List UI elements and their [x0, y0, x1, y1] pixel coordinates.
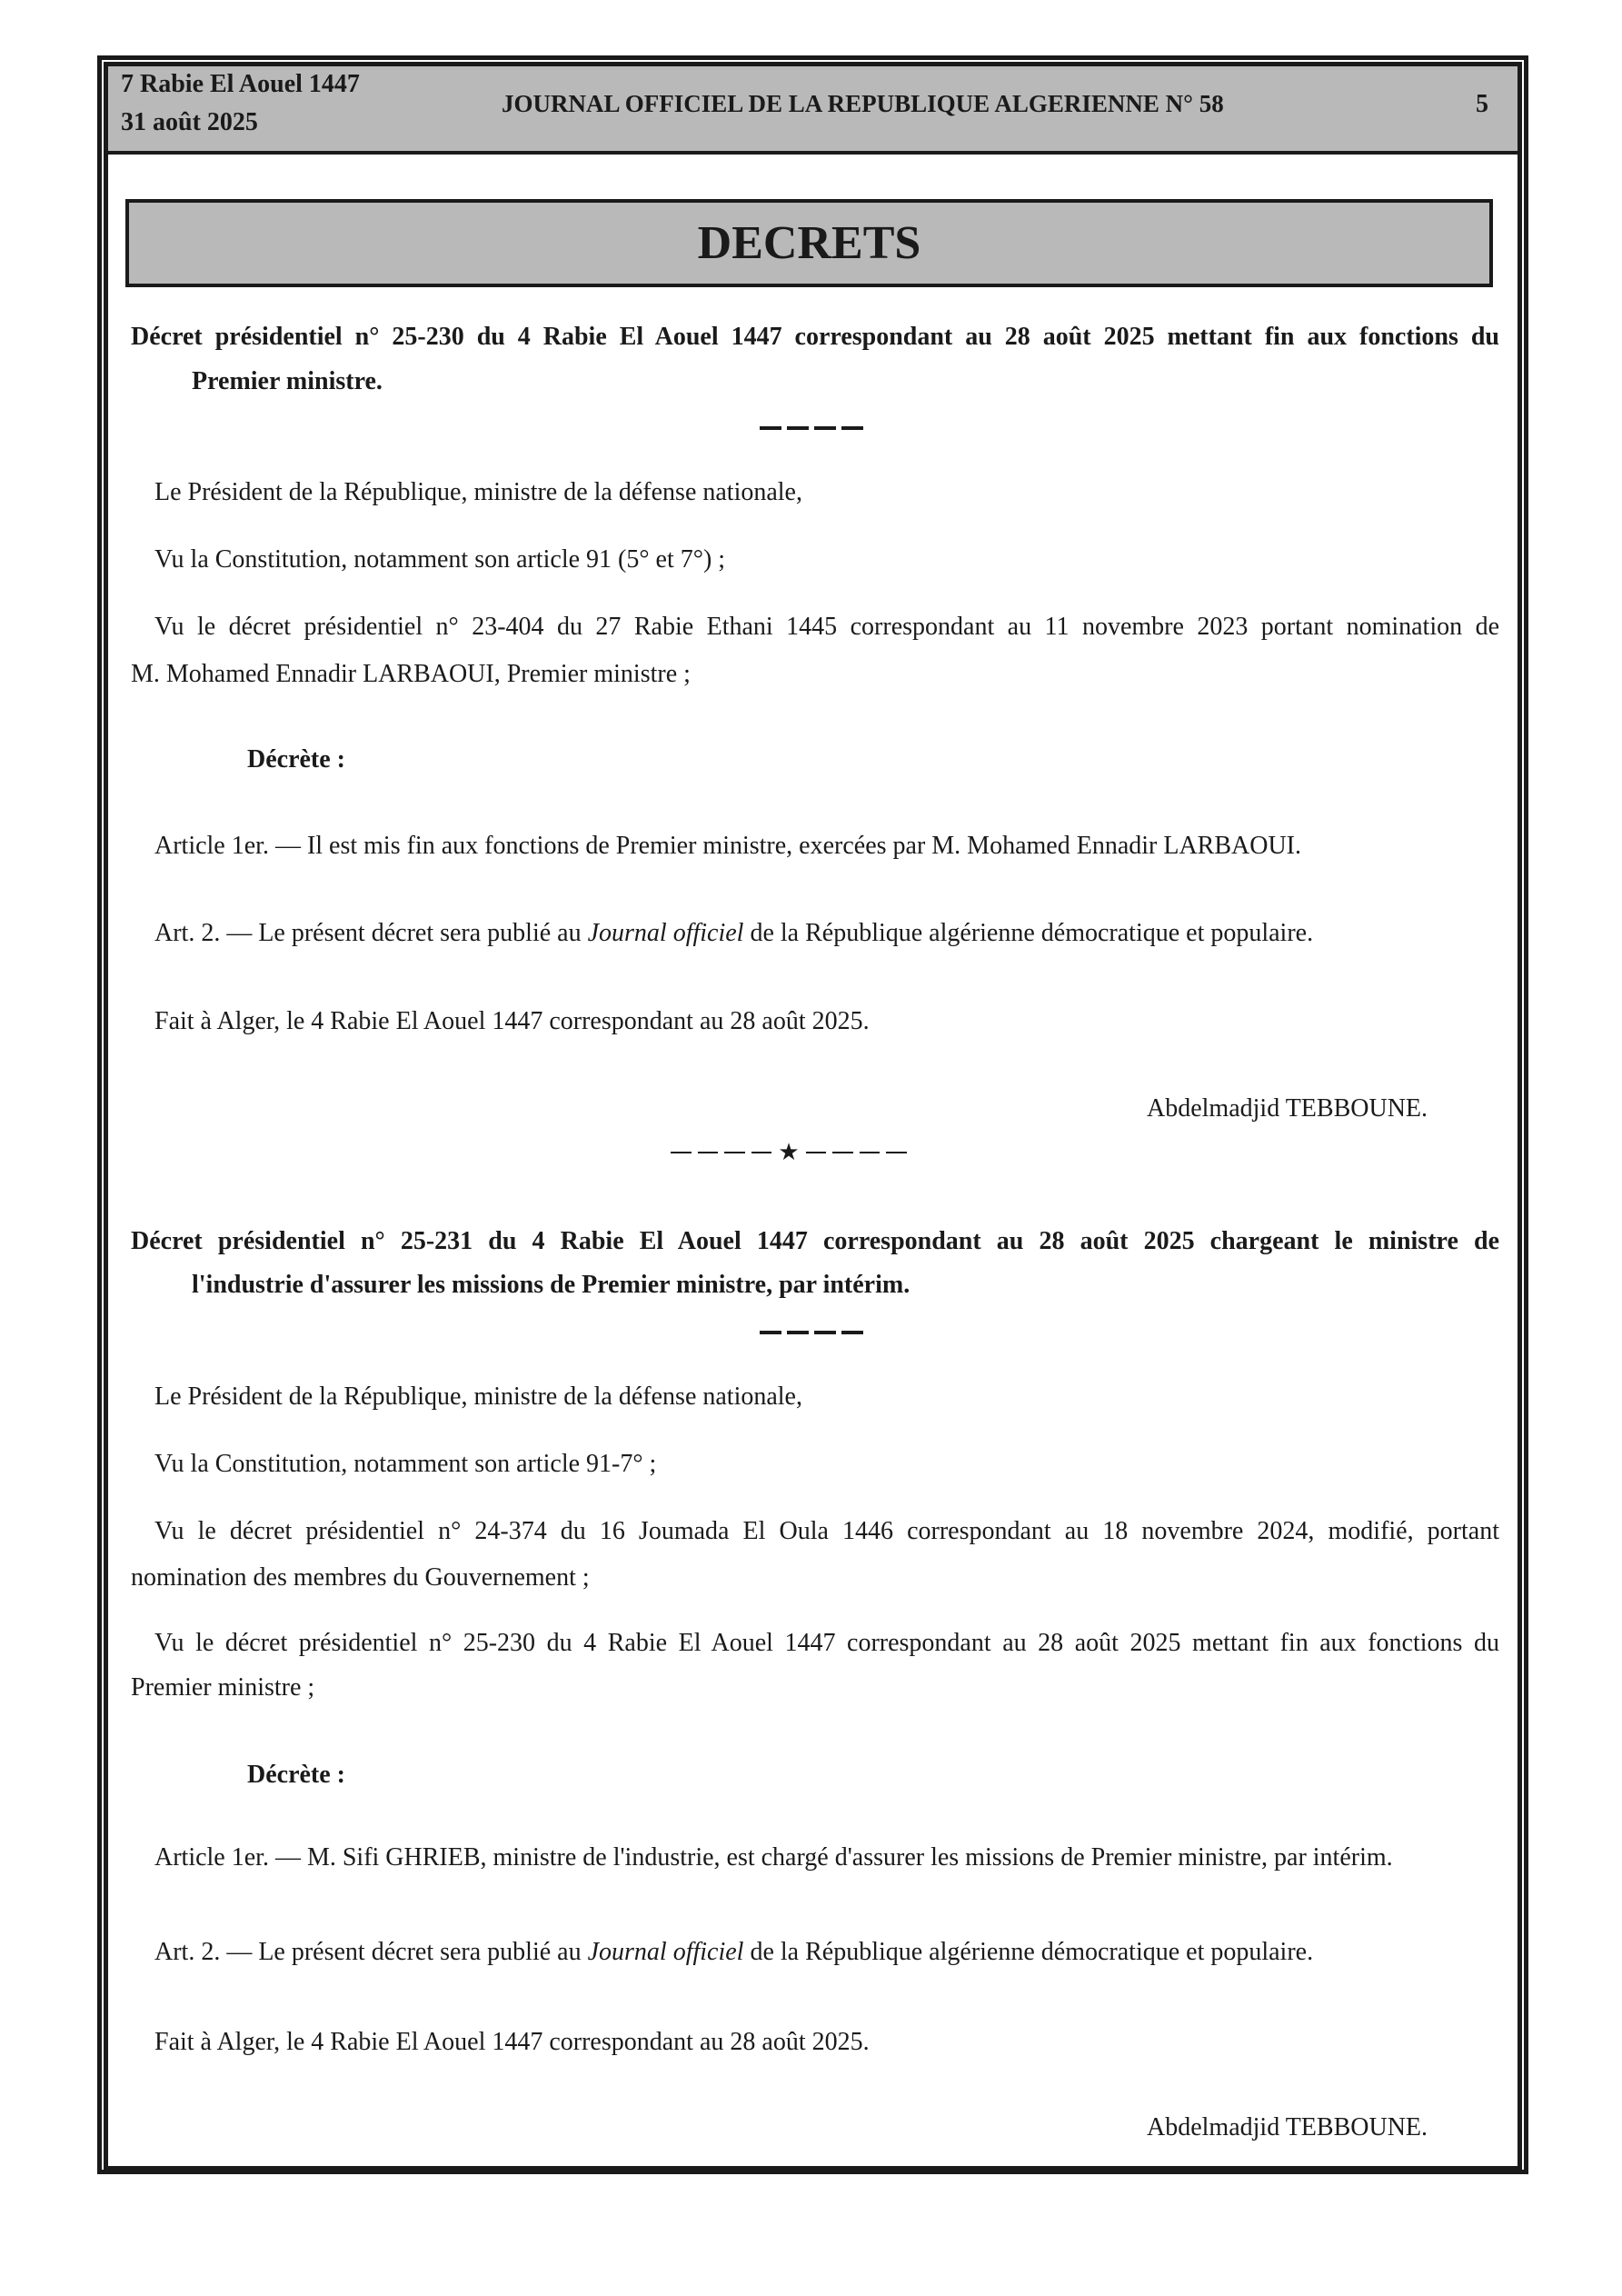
- article-2-text: Art. 2. — Le présent décret sera publié au: [154, 1938, 588, 1966]
- visa-decree-25-230-line2: Premier ministre ;: [131, 1673, 315, 1702]
- done-at: Fait à Alger, le 4 Rabie El Aouel 1447 correspondant au 28 août 2025.: [154, 2028, 870, 2056]
- decrete-heading: Décrète :: [247, 1761, 346, 1789]
- header-journal-title: JOURNAL OFFICIEL DE LA REPUBLIQUE ALGERIENNE N° 58: [502, 90, 1224, 117]
- decree-title-line1: Décret présidentiel n° 25-231 du 4 Rabie El Aouel 1447 correspondant au 28 août 2025 chargeant le ministre de: [131, 1227, 1499, 1255]
- section-title: DECRETS: [697, 216, 921, 269]
- decree-title-line1: Décret présidentiel n° 25-230 du 4 Rabie El Aouel 1447 correspondant au 28 août 2025 mettant fin aux fonctions du: [131, 323, 1499, 351]
- decree-title-line2: Premier ministre.: [192, 367, 383, 395]
- decree-title-line2: l'industrie d'assurer les missions de Premier ministre, par intérim.: [192, 1271, 911, 1299]
- visa-decree-line1: Vu le décret présidentiel n° 23-404 du 27 Rabie Ethani 1445 correspondant au 11 novembre 2023 portant nomination de: [154, 613, 1499, 641]
- journal-officiel-italic: Journal officiel: [587, 919, 744, 947]
- title-separator: [760, 1331, 863, 1334]
- header-gregorian-date: 31 août 2025: [121, 108, 258, 136]
- article-1: Article 1er. — M. Sifi GHRIEB, ministre de l'industrie, est chargé d'assurer les missions de Premier ministre, par intérim.: [154, 1843, 1393, 1872]
- header-hijri-date: 7 Rabie El Aouel 1447: [121, 70, 360, 98]
- signature: Abdelmadjid TEBBOUNE.: [1147, 2113, 1428, 2141]
- article-2-text-end: de la République algérienne démocratique et populaire.: [743, 1938, 1314, 1966]
- done-at: Fait à Alger, le 4 Rabie El Aouel 1447 correspondant au 28 août 2025.: [154, 1007, 870, 1035]
- article-2-text: Art. 2. — Le présent décret sera publié au: [154, 919, 588, 947]
- header-page-number: 5: [1476, 90, 1488, 118]
- preamble: Le Président de la République, ministre de la défense nationale,: [154, 1383, 802, 1411]
- decree-separator: [671, 1141, 907, 1164]
- visa-constitution: Vu la Constitution, notamment son article 91-7° ;: [154, 1450, 657, 1478]
- preamble: Le Président de la République, ministre de la défense nationale,: [154, 478, 802, 506]
- journal-officiel-italic: Journal officiel: [587, 1938, 744, 1966]
- visa-decree-25-230-line1: Vu le décret présidentiel n° 25-230 du 4 Rabie El Aouel 1447 correspondant au 28 août 2025 mettant fin aux fonctions du: [154, 1629, 1499, 1657]
- article-1: Article 1er. — Il est mis fin aux fonctions de Premier ministre, exercées par M. Mohamed Ennadir LARBAOUI.: [154, 832, 1302, 860]
- article-2: [154, 921, 1313, 946]
- signature: Abdelmadjid TEBBOUNE.: [1147, 1094, 1428, 1123]
- visa-decree-line2: M. Mohamed Ennadir LARBAOUI, Premier ministre ;: [131, 660, 691, 688]
- star-icon: ★: [778, 1139, 800, 1166]
- article-2-text-end: de la République algérienne démocratique et populaire.: [743, 919, 1314, 947]
- visa-decree-24-374-line2: nomination des membres du Gouvernement ;: [131, 1563, 590, 1592]
- visa-constitution: Vu la Constitution, notamment son article 91 (5° et 7°) ;: [154, 545, 726, 574]
- article-2: [154, 1940, 1313, 1965]
- section-title-box: [125, 199, 1493, 287]
- title-separator: [760, 426, 863, 430]
- decrete-heading: Décrète :: [247, 745, 346, 774]
- visa-decree-24-374-line1: Vu le décret présidentiel n° 24-374 du 16 Joumada El Oula 1446 correspondant au 18 novembre 2024, modifié, portant: [154, 1517, 1499, 1545]
